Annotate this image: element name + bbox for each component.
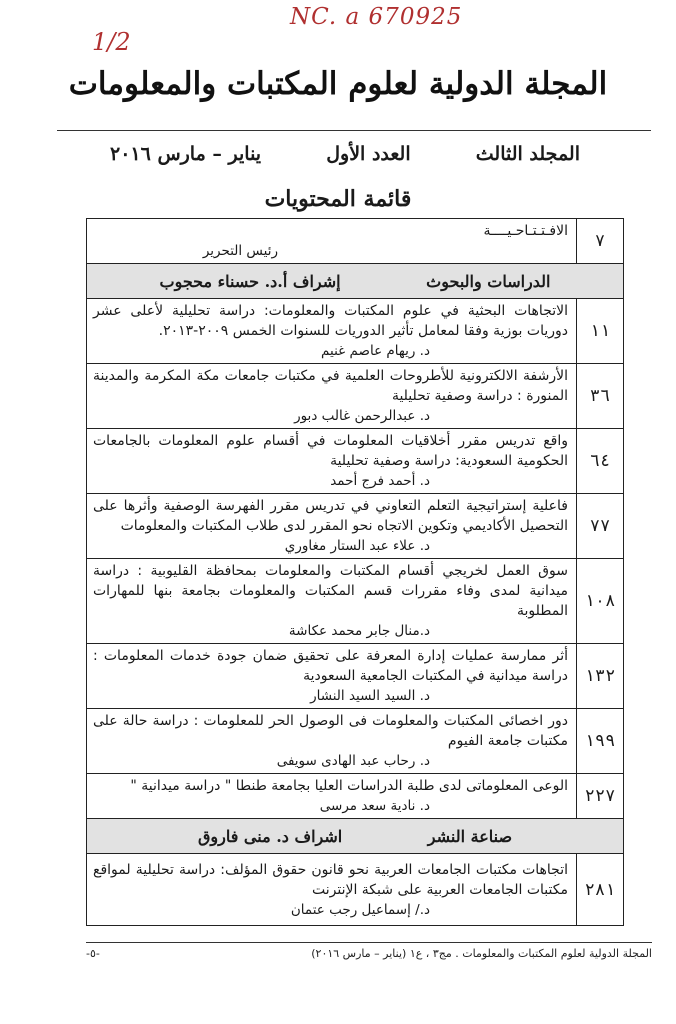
article-title: أثر ممارسة عمليات إدارة المعرفة على تحقيق ضمان جودة خدمات المعلومات : دراسة ميدانية في المكتبات الجامعية السعودية (93, 648, 568, 684)
volume-label: المجلد الثالث (475, 143, 580, 165)
table-of-contents (86, 218, 624, 926)
toc-row (87, 299, 624, 364)
section-supervisor: اشراف د. منى فاروق (197, 826, 343, 846)
issue-number-label: العدد الأول (326, 143, 411, 165)
page-footer (86, 947, 652, 965)
toc-row (87, 774, 624, 819)
article-author: د. السيد السيد النشار (310, 688, 430, 704)
toc-row (87, 709, 624, 774)
toc-entry (87, 709, 577, 774)
toc-entry (87, 429, 577, 494)
toc-row (87, 644, 624, 709)
page-number: ١٣٢ (577, 644, 624, 709)
page-number: ١٩٩ (577, 709, 624, 774)
handwritten-part-number: 1/2 (92, 28, 131, 56)
footer-citation: المجلة الدولية لعلوم المكتبات والمعلومات . مج٣ ، ع١ (يناير – مارس ٢٠١٦) (311, 947, 652, 960)
section-header (87, 264, 624, 299)
toc-entry (87, 364, 577, 429)
page-number: ٧٧ (577, 494, 624, 559)
toc-entry (87, 644, 577, 709)
section-header (87, 819, 624, 854)
article-author: د. نادية سعد مرسى (319, 798, 430, 814)
article-title: الاتجاهات البحثية في علوم المكتبات والمعلومات: دراسة تحليلية لأعلى عشر دوريات بوزية وفقا لمعامل تأثير الدوريات للسنوات الخمس ٢٠٠٩-٢٠١٣. (93, 303, 568, 339)
toc-row (87, 854, 624, 926)
article-title: الوعى المعلوماتى لدى طلبة الدراسات العليا بجامعة طنطا " دراسة ميدانية " (130, 778, 568, 794)
section-header-cell (87, 264, 624, 299)
issue-date-label: يناير – مارس ٢٠١٦ (110, 143, 262, 165)
toc-row (87, 364, 624, 429)
handwritten-call-number: NC. a 670925 (290, 4, 463, 30)
editorial-author: رئيس التحرير (202, 243, 278, 259)
section-label: صناعة النشر (427, 826, 513, 846)
toc-entry (87, 854, 577, 926)
article-title: الأرشفة الالكترونية للأطروحات العلمية في مكتبات جامعات مكة المكرمة والمدينة المنورة : دراسة وصفية تحليلية (93, 368, 568, 404)
article-author: د. أحمد فرج أحمد (330, 473, 430, 489)
toc-row-editorial (87, 219, 624, 264)
article-author: د.منال جابر محمد عكاشة (288, 623, 430, 639)
article-author: د. ريهام عاصم غنيم (321, 343, 430, 359)
toc-row (87, 494, 624, 559)
article-title: سوق العمل لخريجي أقسام المكتبات والمعلومات بمحافظة القليوبية : دراسة ميدانية لمدى وفاء مقررات قسم المكتبات والمعلومات بجامعة بنها للمهارات المطلوبة (93, 563, 568, 619)
page-number: ٢٨١ (577, 854, 624, 926)
toc-entry (87, 494, 577, 559)
page-number: ٣٦ (577, 364, 624, 429)
section-supervisor: إشراف أ.د. حسناء محجوب (159, 271, 341, 291)
toc-entry (87, 774, 577, 819)
article-author: د./ إسماعيل رجب عتمان (290, 901, 430, 918)
section-header-cell (87, 819, 624, 854)
toc-entry (87, 559, 577, 644)
footer-divider (86, 942, 652, 943)
header-divider (57, 130, 651, 131)
article-author: د. علاء عبد الستار مغاوري (284, 538, 430, 554)
page-number: ٧ (577, 219, 624, 264)
toc-row (87, 559, 624, 644)
toc-entry (87, 219, 577, 264)
issue-info (110, 143, 580, 171)
page-number: ١٠٨ (577, 559, 624, 644)
article-title: دور اخصائى المكتبات والمعلومات فى الوصول الحر للمعلومات : دراسة حالة على مكتبات جامعة الفيوم (93, 713, 568, 749)
page-number: ١١ (577, 299, 624, 364)
article-author: د. عبدالرحمن غالب دبور (294, 408, 430, 424)
editorial-title: الافـتـتـاحـيــــة (483, 223, 568, 239)
section-label: الدراسات والبحوث (426, 271, 551, 291)
article-title: فاعلية إستراتيجية التعلم التعاوني في تدريس مقرر الفهرسة الوصفية وأثرها على التحصيل الأكاديمي وتكوين الاتجاه نحو المقرر لدى طلاب المكتبات والمعلومات (93, 498, 568, 534)
contents-heading: قائمة المحتويات (264, 186, 412, 212)
article-author: د. رحاب عبد الهادى سويفى (276, 753, 430, 769)
article-title: اتجاهات مكتبات الجامعات العربية نحو قانون حقوق المؤلف: دراسة تحليلية لمواقع مكتبات الجامعات العربية على شبكة الإنترنت (93, 861, 568, 898)
journal-title: المجلة الدولية لعلوم المكتبات والمعلومات (68, 66, 608, 102)
page-number: ٦٤ (577, 429, 624, 494)
footer-page-number: -٥- (86, 947, 100, 960)
page-number: ٢٢٧ (577, 774, 624, 819)
toc-row (87, 429, 624, 494)
article-title: واقع تدريس مقرر أخلاقيات المعلومات في أقسام علوم المعلومات بالجامعات الحكومية السعودية: دراسة وصفية تحليلية (93, 433, 568, 469)
toc-entry (87, 299, 577, 364)
